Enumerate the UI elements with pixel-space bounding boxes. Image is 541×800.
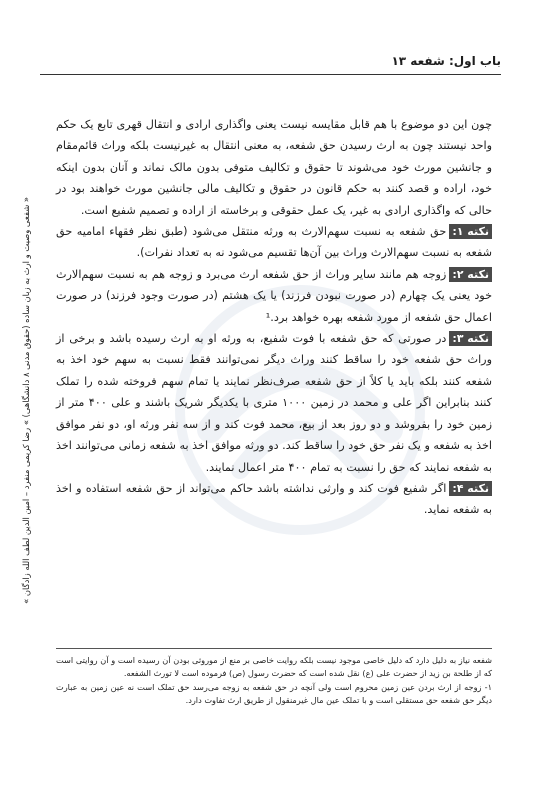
note-2-tag: نکته ۲: [449, 267, 492, 282]
side-book-title: « شفعی وصیت و ارث به زبان ساده (حقوق مدنی ۸ دانشگاهی) » رضا کریمی منفرد – امین الدین لطف الله زادگان » [21, 196, 31, 604]
note-4 [56, 478, 492, 521]
note-2 [56, 264, 492, 328]
note-3-tag: نکته ۳: [449, 331, 492, 346]
note-1 [56, 221, 492, 264]
footnote-1: ۱- زوجه از ارث بردن عین زمین محروم است ولی آنچه در حق شفعه به زوجه می‌رسد حق تملک است نه عین زمین به عبارت دیگر حق شفعه حق مستقلی است و با تملک عین مال غیرمنقول از طریق ارث تفاوت دارد. [56, 681, 492, 706]
note-1-text: حق شفعه به نسبت سهم‌الارث به ورثه منتقل می‌شود (طبق نظر فقهاء امامیه حق شفعه به نسبت سهم‌الارث وراث بین آن‌ها تقسیم می‌شود نه به تعداد نفرات). [56, 225, 492, 260]
note-1-tag: نکته ۱: [449, 224, 492, 239]
note-2-text: زوجه هم مانند سایر وراث از حق شفعه ارث می‌برد و زوجه هم به نسبت سهم‌الارث خود یعنی یک چهارم (در صورت نبودن فرزند) یا یک هشتم (در صورت وجود فرزند) در صورت اعمال حق شفعه از مورد شفعه بهره خواهد برد.¹ [56, 267, 492, 324]
note-3-text: در صورتی که حق شفعه با فوت شفیع، به ورثه او به ارث رسیده باشد و برخی از وراث حق شفعه خود را ساقط کنند وراث دیگر نمی‌توانند فقط نسبت به سهم خود اخذ به شفعه کنند بلکه باید یا کلاً از حق شفعه صرف‌نظر نمایند یا تمام سهم فروخته شده را تملک کنند بنابراین اگر علی و محمد در زمین ۱۰۰۰ متری با یکدیگر شریک باشند و علی ۴۰۰ متر از زمین خود را بفروشد و دو روز بعد از بیع، محمد فوت کند و از سه نفر ورثه او، دو نفر موافق اخذ به شفعه و یک نفر حق خود را ساقط کند. دو ورثه موافق اخذ به شفعه زمانی می‌توانند اخذ به شفعه نمایند که حق را نسبت به تمام ۴۰۰ متر اعمال نمایند. [56, 332, 492, 474]
main-text [56, 114, 492, 521]
note-4-text: اگر شفیع فوت کند و وارثی نداشته باشد حاکم می‌تواند از حق شفعه استفاده و اخذ به شفعه نماید. [56, 481, 492, 517]
footnote-continuation: شفعه نیاز به دلیل دارد که دلیل خاصی موجود نیست بلکه روایت خاصی بر منع از موروثی بودن آن رسیده است و آن روایتی است که از طلحة بن زید از حضرت علی (ع) نقل شده است که حضرت رسول (ص) فرموده است لا تورث الشفعه. [56, 655, 492, 679]
intro-paragraph: چون این دو موضوع با هم قابل مقایسه نیست یعنی واگذاری ارادی و انتقال قهری تابع یک حکم واحد نیستند چون به ارث رسیدن حق شفعه، به معنی انتقال به غیرنیست بلکه وراث قائم‌مقام و جانشین مورث خود می‌شوند تا حقوق و تکالیف متوفی بدون مالک نماند و آنان بدون اینکه خود، اراده و قصد کنند به حکم قانون در حقوق و تکالیف مالی جانشین مورث خواهند بود در حالی که واگذاری ارادی به غیر، یک عمل حقوقی و برخاسته از اراده و تصمیم شفیع است. [56, 118, 492, 217]
note-3 [56, 328, 492, 478]
footnote-divider [56, 648, 492, 649]
note-4-tag: نکته ۴: [449, 481, 492, 496]
footnotes [56, 654, 492, 708]
page-header [40, 52, 501, 75]
chapter-title: باب اول: شفعه ۱۳ [391, 54, 501, 68]
